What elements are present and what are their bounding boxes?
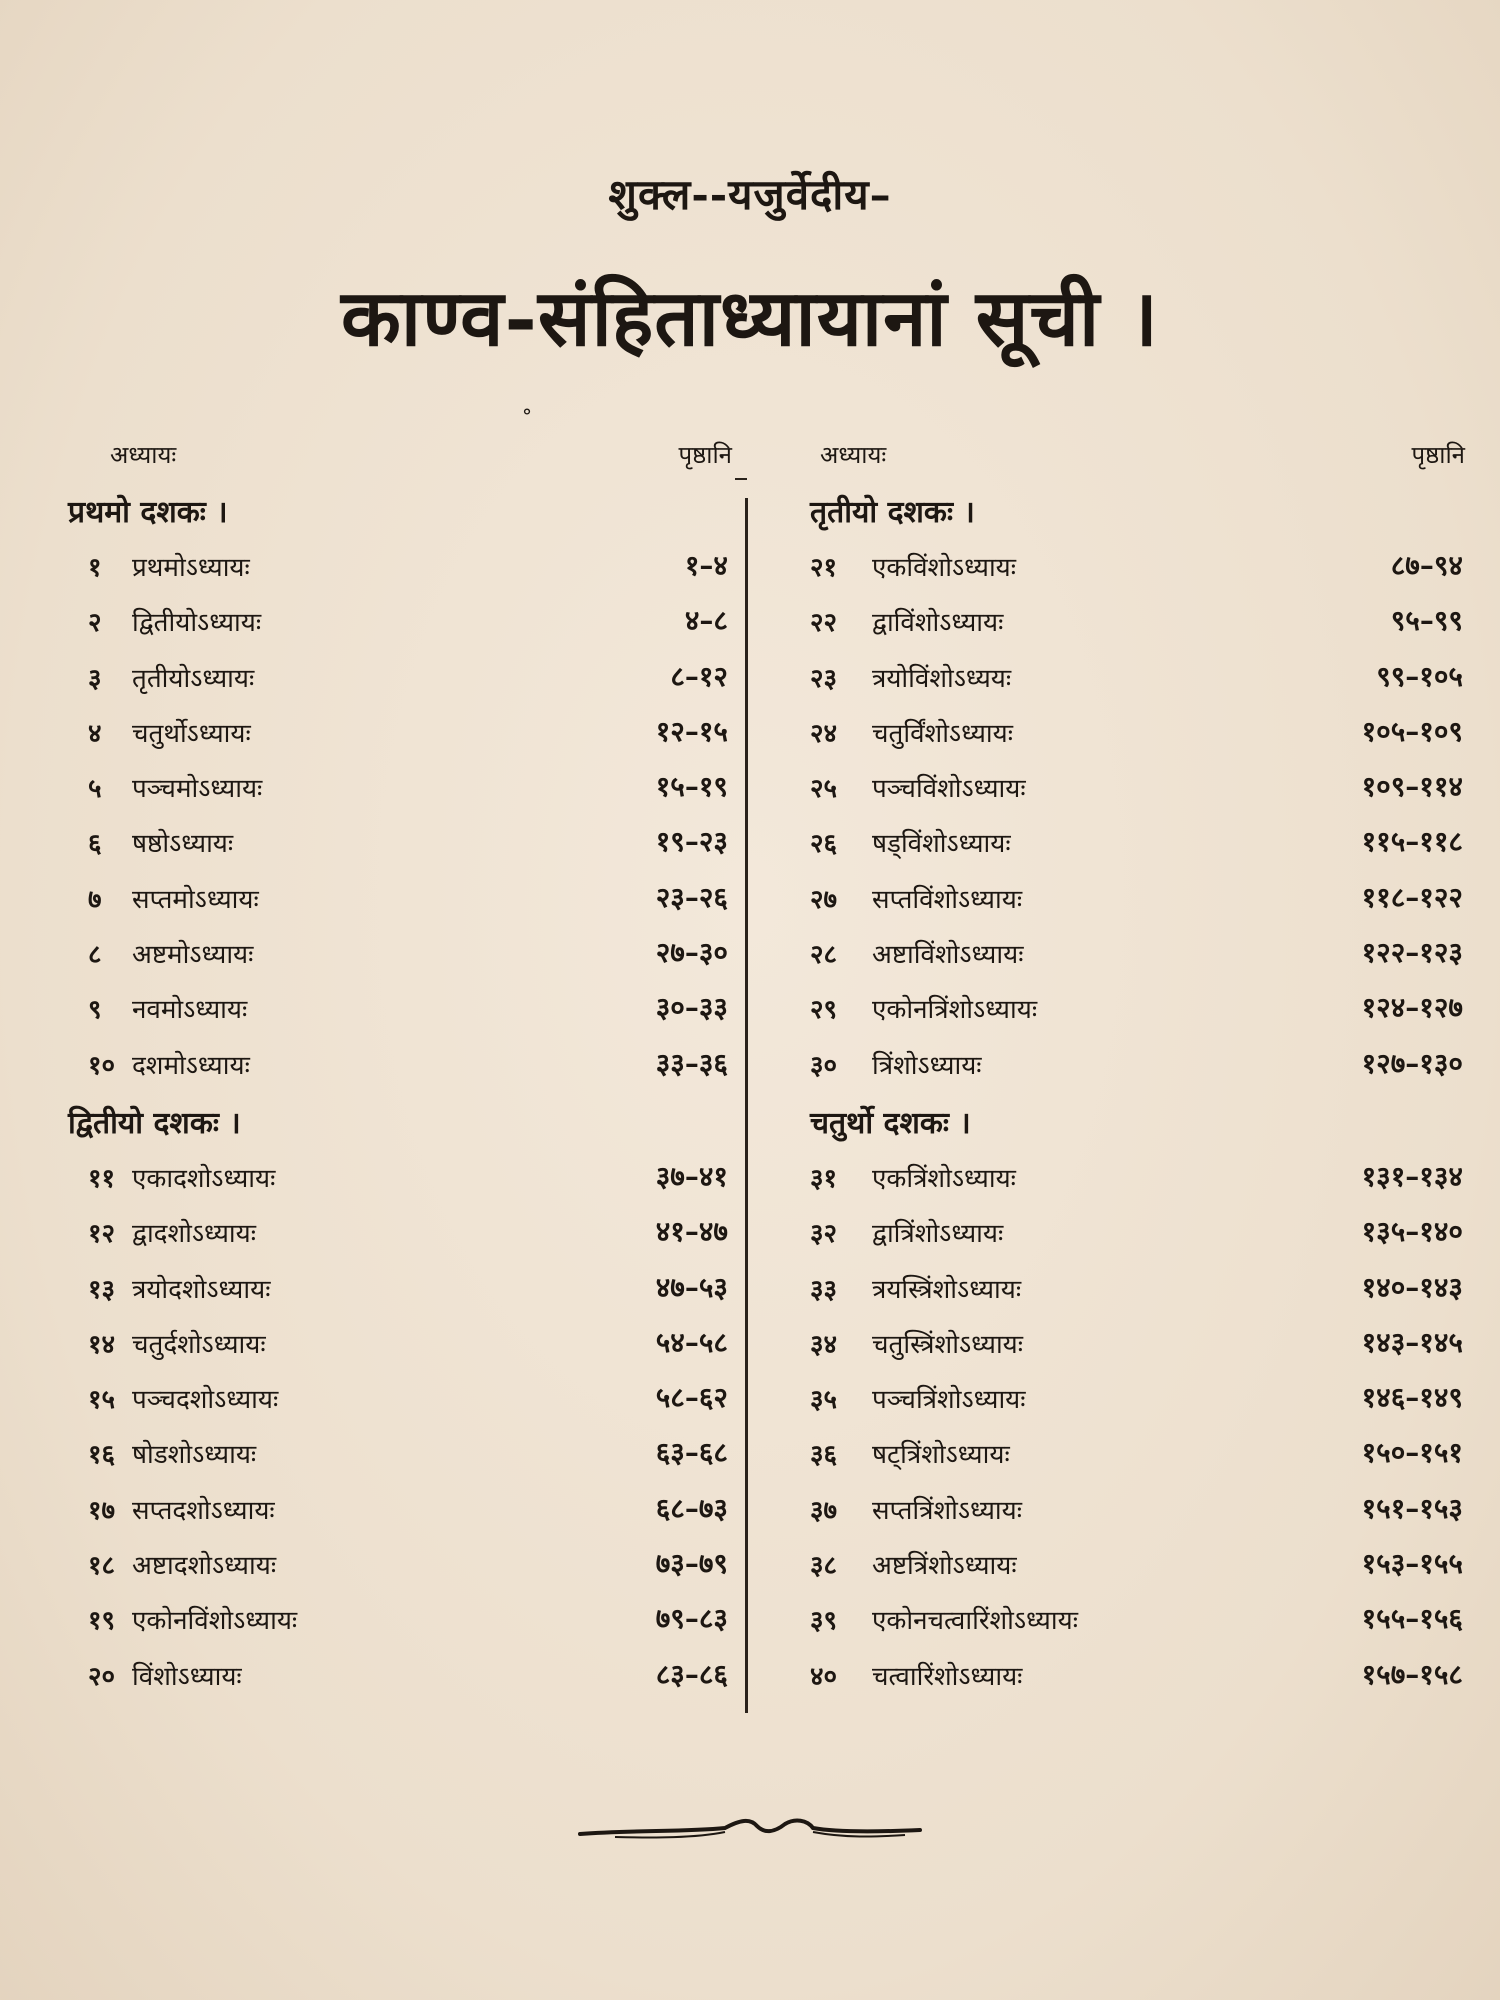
page-range: १५३–१५५ bbox=[1361, 1547, 1463, 1581]
page-range: ३०–३३ bbox=[655, 991, 728, 1025]
chapter-number: ३७ bbox=[810, 1495, 838, 1526]
ornament-icon bbox=[575, 1810, 925, 1850]
chapter-number: २७ bbox=[810, 884, 838, 915]
chapter-row bbox=[60, 1591, 740, 1646]
page-range: ६८–७३ bbox=[655, 1491, 728, 1525]
chapter-number: २३ bbox=[810, 663, 838, 694]
page-range: ८७–९४ bbox=[1390, 549, 1463, 582]
chapter-number: ३४ bbox=[810, 1329, 838, 1360]
chapter-number: ३ bbox=[88, 663, 102, 694]
chapter-row bbox=[800, 1647, 1465, 1702]
page-range: १०५–१०९ bbox=[1361, 714, 1463, 748]
section-heading: प्रथमो दशकः । bbox=[68, 495, 228, 530]
page-range: १२७–१३० bbox=[1361, 1046, 1463, 1080]
right-column bbox=[800, 430, 1465, 1702]
chapter-number: ३८ bbox=[810, 1551, 838, 1582]
chapter-row bbox=[800, 1204, 1465, 1259]
chapter-row bbox=[60, 870, 740, 925]
chapter-row bbox=[60, 1260, 740, 1315]
chapter-number: २ bbox=[88, 608, 102, 639]
header-chapter: अध्यायः bbox=[110, 441, 177, 469]
left-column bbox=[60, 430, 740, 1702]
chapter-number: ३९ bbox=[810, 1606, 838, 1637]
chapter-number: ३१ bbox=[810, 1163, 838, 1194]
chapter-name: एकोनत्रिंशोऽध्यायः bbox=[872, 995, 1038, 1026]
header-rule bbox=[735, 478, 747, 480]
chapter-row bbox=[800, 1149, 1465, 1204]
chapter-name: नवमोऽध्यायः bbox=[132, 995, 248, 1026]
chapter-number: १० bbox=[88, 1050, 116, 1081]
chapter-name: प्रथमोऽध्यायः bbox=[132, 553, 250, 583]
chapter-name: सप्तमोऽध्यायः bbox=[132, 884, 259, 915]
chapter-name: एकत्रिंशोऽध्यायः bbox=[872, 1163, 1016, 1194]
chapter-name: षट्त्रिंशोऽध्यायः bbox=[872, 1440, 1010, 1471]
chapter-name: अष्टाविंशोऽध्यायः bbox=[872, 940, 1024, 971]
chapter-number: २८ bbox=[810, 940, 838, 971]
page-range: १५–१९ bbox=[655, 770, 728, 804]
chapter-number: ६ bbox=[88, 829, 102, 860]
chapter-row bbox=[60, 649, 740, 704]
page-range: २३–२६ bbox=[655, 880, 728, 914]
page-range: ८३–८६ bbox=[655, 1657, 728, 1691]
chapter-number: ३२ bbox=[810, 1219, 838, 1250]
chapter-name: द्वाविंशोऽध्यायः bbox=[872, 608, 1004, 639]
page-range: १२२–१२३ bbox=[1361, 936, 1463, 970]
chapter-number: १ bbox=[88, 553, 102, 583]
chapter-row bbox=[800, 1260, 1465, 1315]
page-range: ९५–९९ bbox=[1390, 604, 1463, 638]
chapter-number: ११ bbox=[88, 1163, 116, 1194]
chapter-row bbox=[60, 1036, 740, 1091]
page-title: काण्व-संहिताध्यायानां सूची । bbox=[341, 273, 1159, 364]
chapter-number: ४ bbox=[88, 718, 102, 749]
page-range: ९९–१०५ bbox=[1376, 659, 1463, 693]
chapter-row bbox=[800, 1370, 1465, 1425]
chapter-number: १७ bbox=[88, 1495, 116, 1526]
header-chapter: अध्यायः bbox=[820, 441, 887, 469]
chapter-name: एकोनविंशोऽध्यायः bbox=[132, 1606, 298, 1637]
page-range: १३५–१४० bbox=[1361, 1215, 1463, 1249]
chapter-number: ५ bbox=[88, 774, 102, 805]
chapter-row bbox=[60, 1370, 740, 1425]
column-divider bbox=[745, 498, 748, 1713]
page-range: १२४–१२७ bbox=[1361, 991, 1463, 1025]
page-range: ४१–४७ bbox=[655, 1215, 728, 1249]
page-range: १४६–१४९ bbox=[1361, 1381, 1463, 1415]
chapter-name: त्रयोविंशोऽध्ययः bbox=[872, 663, 1012, 694]
stray-mark: ° bbox=[522, 404, 532, 428]
page-range: १३१–१३४ bbox=[1361, 1159, 1463, 1193]
chapter-name: विंशोऽध्यायः bbox=[132, 1661, 242, 1692]
chapter-row bbox=[60, 1481, 740, 1536]
chapter-name: द्वादशोऽध्यायः bbox=[132, 1219, 256, 1250]
chapter-row bbox=[800, 870, 1465, 925]
chapter-number: १४ bbox=[88, 1329, 116, 1360]
chapter-row bbox=[800, 1481, 1465, 1536]
chapter-row bbox=[60, 593, 740, 648]
chapter-number: ३३ bbox=[810, 1274, 838, 1305]
page-range: ४–८ bbox=[684, 604, 728, 638]
page-range: १४०–१४३ bbox=[1361, 1270, 1463, 1304]
chapter-name: द्वात्रिंशोऽध्यायः bbox=[872, 1219, 1004, 1250]
chapter-number: १९ bbox=[88, 1606, 116, 1637]
chapter-name: षड्विंशोऽध्यायः bbox=[872, 829, 1011, 860]
chapter-row bbox=[60, 980, 740, 1035]
chapter-number: १५ bbox=[88, 1385, 116, 1416]
chapter-row bbox=[800, 980, 1465, 1035]
page-range: १२–१५ bbox=[655, 714, 728, 748]
chapter-name: सप्तदशोऽध्यायः bbox=[132, 1495, 275, 1526]
page-range: ८–१२ bbox=[670, 659, 728, 693]
chapter-row bbox=[800, 1315, 1465, 1370]
chapter-name: पञ्चत्रिंशोऽध्यायः bbox=[872, 1385, 1026, 1416]
chapter-number: १२ bbox=[88, 1219, 116, 1250]
page-range: १५१–१५३ bbox=[1361, 1491, 1463, 1525]
chapter-name: एकविंशोऽध्यायः bbox=[872, 553, 1017, 583]
column-header bbox=[60, 430, 740, 480]
chapter-row bbox=[60, 759, 740, 814]
page-range: १९–२३ bbox=[655, 825, 728, 859]
chapter-number: २६ bbox=[810, 829, 838, 860]
chapter-name: अष्टत्रिंशोऽध्यायः bbox=[872, 1551, 1017, 1582]
chapter-row bbox=[800, 1425, 1465, 1480]
chapter-name: सप्तत्रिंशोऽध्यायः bbox=[872, 1495, 1022, 1526]
page-range: ११८–१२२ bbox=[1361, 880, 1463, 914]
page-range: १५७–१५८ bbox=[1361, 1657, 1463, 1691]
chapter-number: १६ bbox=[88, 1440, 116, 1471]
page-range: १४३–१४५ bbox=[1361, 1325, 1463, 1359]
chapter-number: २५ bbox=[810, 774, 838, 805]
header-pages: पृष्ठानि bbox=[1411, 441, 1465, 469]
chapter-number: १३ bbox=[88, 1274, 116, 1305]
chapter-row bbox=[60, 925, 740, 980]
page-range: १०९–११४ bbox=[1361, 770, 1463, 804]
page-range: १५०–१५१ bbox=[1361, 1436, 1463, 1470]
page-range: ३३–३६ bbox=[655, 1046, 728, 1080]
page-range: १५५–१५६ bbox=[1361, 1602, 1463, 1636]
section-heading: चतुर्थो दशकः । bbox=[810, 1105, 971, 1141]
chapter-row bbox=[60, 538, 740, 593]
chapter-name: चत्वारिंशोऽध्यायः bbox=[872, 1661, 1023, 1692]
chapter-number: १८ bbox=[88, 1551, 116, 1582]
chapter-number: ३६ bbox=[810, 1440, 838, 1471]
chapter-name: एकोनचत्वारिंशोऽध्यायः bbox=[872, 1606, 1078, 1637]
page-range: ३७–४१ bbox=[655, 1159, 728, 1193]
chapter-name: चतुर्विंशोऽध्यायः bbox=[872, 718, 1013, 749]
chapter-name: षोडशोऽध्यायः bbox=[132, 1440, 257, 1471]
chapter-name: एकादशोऽध्यायः bbox=[132, 1163, 276, 1194]
chapter-name: त्रिंशोऽध्यायः bbox=[872, 1050, 982, 1081]
chapter-name: चतुर्थोऽध्यायः bbox=[132, 718, 251, 749]
chapter-number: २१ bbox=[810, 553, 838, 583]
chapter-row bbox=[800, 538, 1465, 593]
chapter-row bbox=[60, 814, 740, 869]
chapter-row bbox=[800, 704, 1465, 759]
chapter-row bbox=[60, 1204, 740, 1259]
chapter-name: चतुर्दशोऽध्यायः bbox=[132, 1329, 266, 1360]
page-range: ७३–७९ bbox=[655, 1547, 728, 1581]
chapter-name: त्रयस्त्रिंशोऽध्यायः bbox=[872, 1274, 1022, 1305]
chapter-row bbox=[800, 649, 1465, 704]
chapter-number: २९ bbox=[810, 995, 838, 1026]
chapter-name: पञ्चदशोऽध्यायः bbox=[132, 1385, 279, 1416]
chapter-row bbox=[60, 1536, 740, 1591]
chapter-row bbox=[60, 1149, 740, 1204]
chapter-name: पञ्चमोऽध्यायः bbox=[132, 774, 263, 805]
chapter-row bbox=[800, 593, 1465, 648]
chapter-name: त्रयोदशोऽध्यायः bbox=[132, 1274, 271, 1305]
chapter-row bbox=[60, 704, 740, 759]
header-pages: पृष्ठानि bbox=[678, 441, 732, 469]
page-range: ११५–११८ bbox=[1361, 825, 1463, 859]
chapter-row bbox=[800, 814, 1465, 869]
chapter-name: षष्ठोऽध्यायः bbox=[132, 829, 234, 860]
chapter-number: ८ bbox=[88, 940, 102, 971]
page-range: ७९–८३ bbox=[655, 1602, 728, 1636]
chapter-number: ७ bbox=[88, 884, 102, 915]
chapter-name: तृतीयोऽध्यायः bbox=[132, 663, 255, 694]
chapter-row bbox=[800, 759, 1465, 814]
section-heading: द्वितीयो दशकः । bbox=[68, 1105, 241, 1141]
chapter-name: द्वितीयोऽध्यायः bbox=[132, 608, 262, 639]
chapter-name: अष्टादशोऽध्यायः bbox=[132, 1551, 277, 1582]
subtitle: शुक्ल--यजुर्वेदीय– bbox=[608, 170, 892, 219]
chapter-name: सप्तविंशोऽध्यायः bbox=[872, 884, 1023, 915]
chapter-row bbox=[60, 1315, 740, 1370]
page-range: ६३–६८ bbox=[655, 1436, 728, 1470]
column-header bbox=[800, 430, 1465, 480]
chapter-row bbox=[60, 1647, 740, 1702]
chapter-number: २२ bbox=[810, 608, 838, 639]
chapter-name: अष्टमोऽध्यायः bbox=[132, 940, 254, 971]
chapter-name: दशमोऽध्यायः bbox=[132, 1050, 250, 1081]
chapter-number: ३५ bbox=[810, 1385, 838, 1416]
page-range: ५८–६२ bbox=[655, 1381, 728, 1415]
chapter-name: चतुस्त्रिंशोऽध्यायः bbox=[872, 1329, 1024, 1360]
page-range: १–४ bbox=[684, 549, 728, 582]
chapter-number: ९ bbox=[88, 995, 102, 1026]
section-heading: तृतीयो दशकः । bbox=[810, 495, 975, 530]
chapter-number: ३० bbox=[810, 1050, 838, 1081]
chapter-number: २४ bbox=[810, 718, 838, 749]
chapter-row bbox=[800, 1591, 1465, 1646]
chapter-row bbox=[60, 1425, 740, 1480]
chapter-number: २० bbox=[88, 1661, 116, 1692]
chapter-name: पञ्चविंशोऽध्यायः bbox=[872, 774, 1026, 805]
page-range: ४७–५३ bbox=[655, 1270, 728, 1304]
chapter-number: ४० bbox=[810, 1661, 838, 1692]
chapter-row bbox=[800, 1036, 1465, 1091]
chapter-row bbox=[800, 925, 1465, 980]
page-range: ५४–५८ bbox=[655, 1325, 728, 1359]
page-range: २७–३० bbox=[655, 936, 728, 970]
chapter-row bbox=[800, 1536, 1465, 1591]
